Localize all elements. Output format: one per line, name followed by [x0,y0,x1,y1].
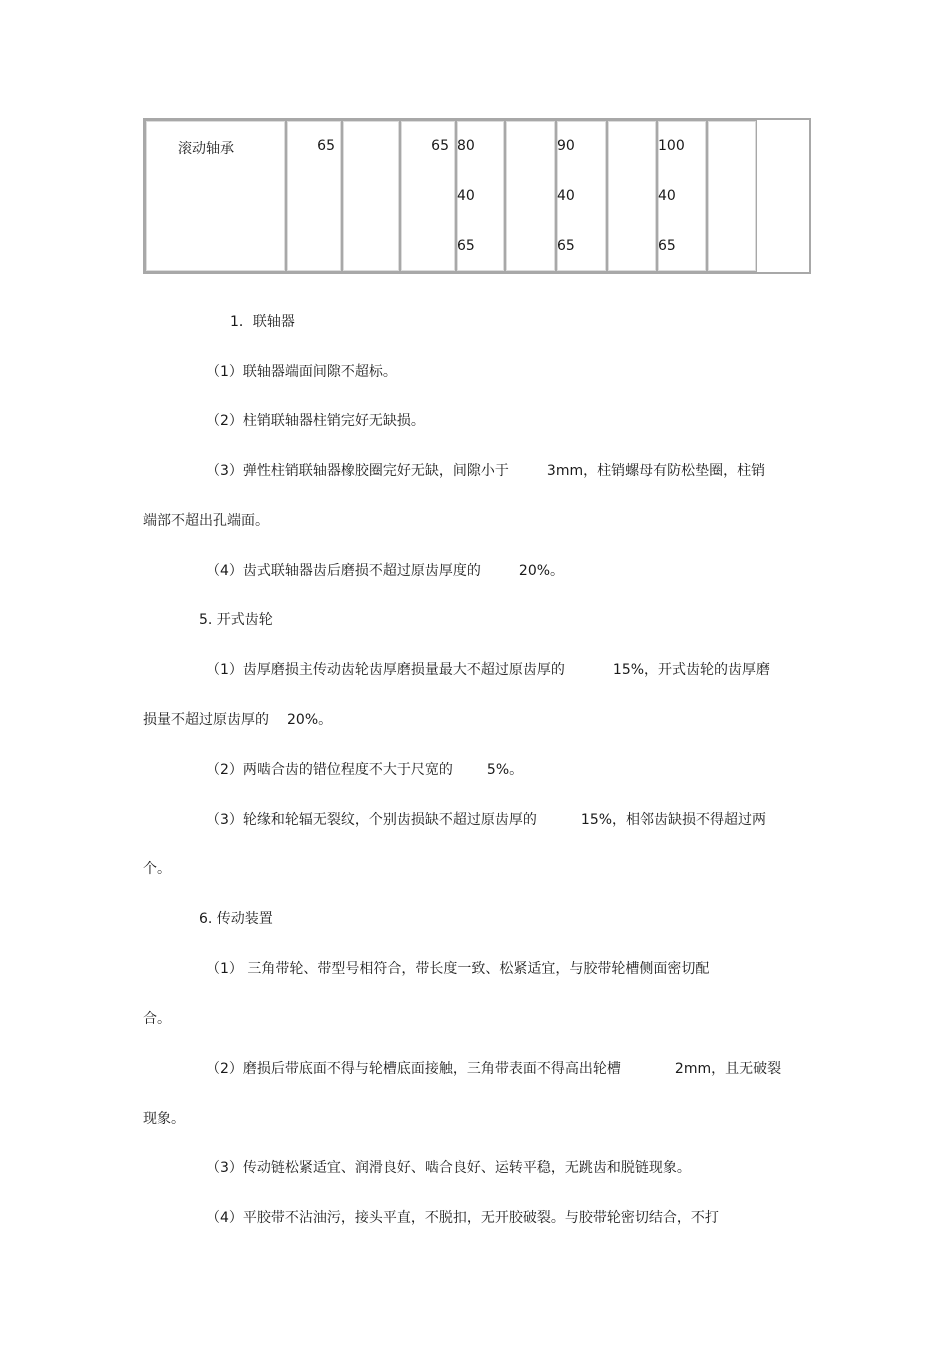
table-value: 90 [557,138,575,154]
table-cell-stack [556,120,607,272]
table-value: 65 [658,238,676,254]
text-run: （1）齿厚磨损主传动齿轮齿厚磨损量最大不超过原齿厚的 [206,662,565,678]
paragraph [143,709,332,729]
section-title: 6. 传动装置 [199,911,273,927]
paragraph [206,759,523,779]
text-run: （2）两啮合齿的错位程度不大于尺宽的 [206,762,453,778]
table-cell-stack [657,120,707,272]
text-run: 20%。 [518,563,565,579]
row-label: 滚动轴承 [145,120,286,272]
text-run: 2mm，且无破裂 [674,1061,782,1077]
paragraph: （2）柱销联轴器柱销完好无缺损。 [206,413,425,429]
text-run: 15%，相邻齿缺损不得超过两 [580,812,767,828]
table-value: 40 [457,188,475,204]
paragraph: 个。 [143,861,171,877]
paragraph: 现象。 [143,1111,185,1127]
table-cell-empty [342,120,400,272]
table-cell-empty [505,120,556,272]
text-run: 损量不超过原齿厚的 [143,712,269,728]
paragraph: （1） 三角带轮、带型号相符合，带长度一致、松紧适宜，与胶带轮槽侧面密切配 [206,961,710,977]
paragraph: （1）联轴器端面间隙不超标。 [206,364,397,380]
table-cell-empty [707,120,757,272]
paragraph: （4）平胶带不沾油污，接头平直，不脱扣，无开胶破裂。与胶带轮密切结合，不打 [206,1210,719,1226]
table-cell-empty [607,120,657,272]
table-value: 100 [658,138,685,154]
spec-table [143,118,811,274]
text-run: （2）磨损后带底面不得与轮槽底面接触，三角带表面不得高出轮槽 [206,1061,621,1077]
table-value: 40 [658,188,676,204]
table-cell: 65 [400,120,456,272]
section-title: 1．联轴器 [230,314,295,330]
text-run: （3）轮缘和轮辐无裂纹，个别齿损缺不超过原齿厚的 [206,812,537,828]
paragraph [206,809,766,829]
table-value: 80 [457,138,475,154]
text-run: （3）弹性柱销联轴器橡胶圈完好无缺，间隙小于 [206,463,509,479]
table-value: 65 [557,238,575,254]
section-title: 5. 开式齿轮 [199,612,273,628]
table-row [145,120,809,272]
table-cell-stack [456,120,505,272]
text-run: 3mm，柱销螺母有防松垫圈，柱销 [546,463,766,479]
paragraph [206,460,765,480]
paragraph: 端部不超出孔端面。 [143,513,269,529]
paragraph [206,560,564,580]
text-run: 15%，开式齿轮的齿厚磨 [612,662,771,678]
table-cell: 65 [286,120,342,272]
table-value: 65 [457,238,475,254]
text-run: 20%。 [287,712,333,728]
paragraph [206,1058,781,1078]
text-run: 5%。 [486,762,524,778]
paragraph: （3）传动链松紧适宜、润滑良好、啮合良好、运转平稳，无跳齿和脱链现象。 [206,1160,691,1176]
text-run: （4）齿式联轴器齿后磨损不超过原齿厚度的 [206,563,481,579]
paragraph [206,659,770,679]
paragraph: 合。 [143,1011,171,1027]
table-value: 40 [557,188,575,204]
